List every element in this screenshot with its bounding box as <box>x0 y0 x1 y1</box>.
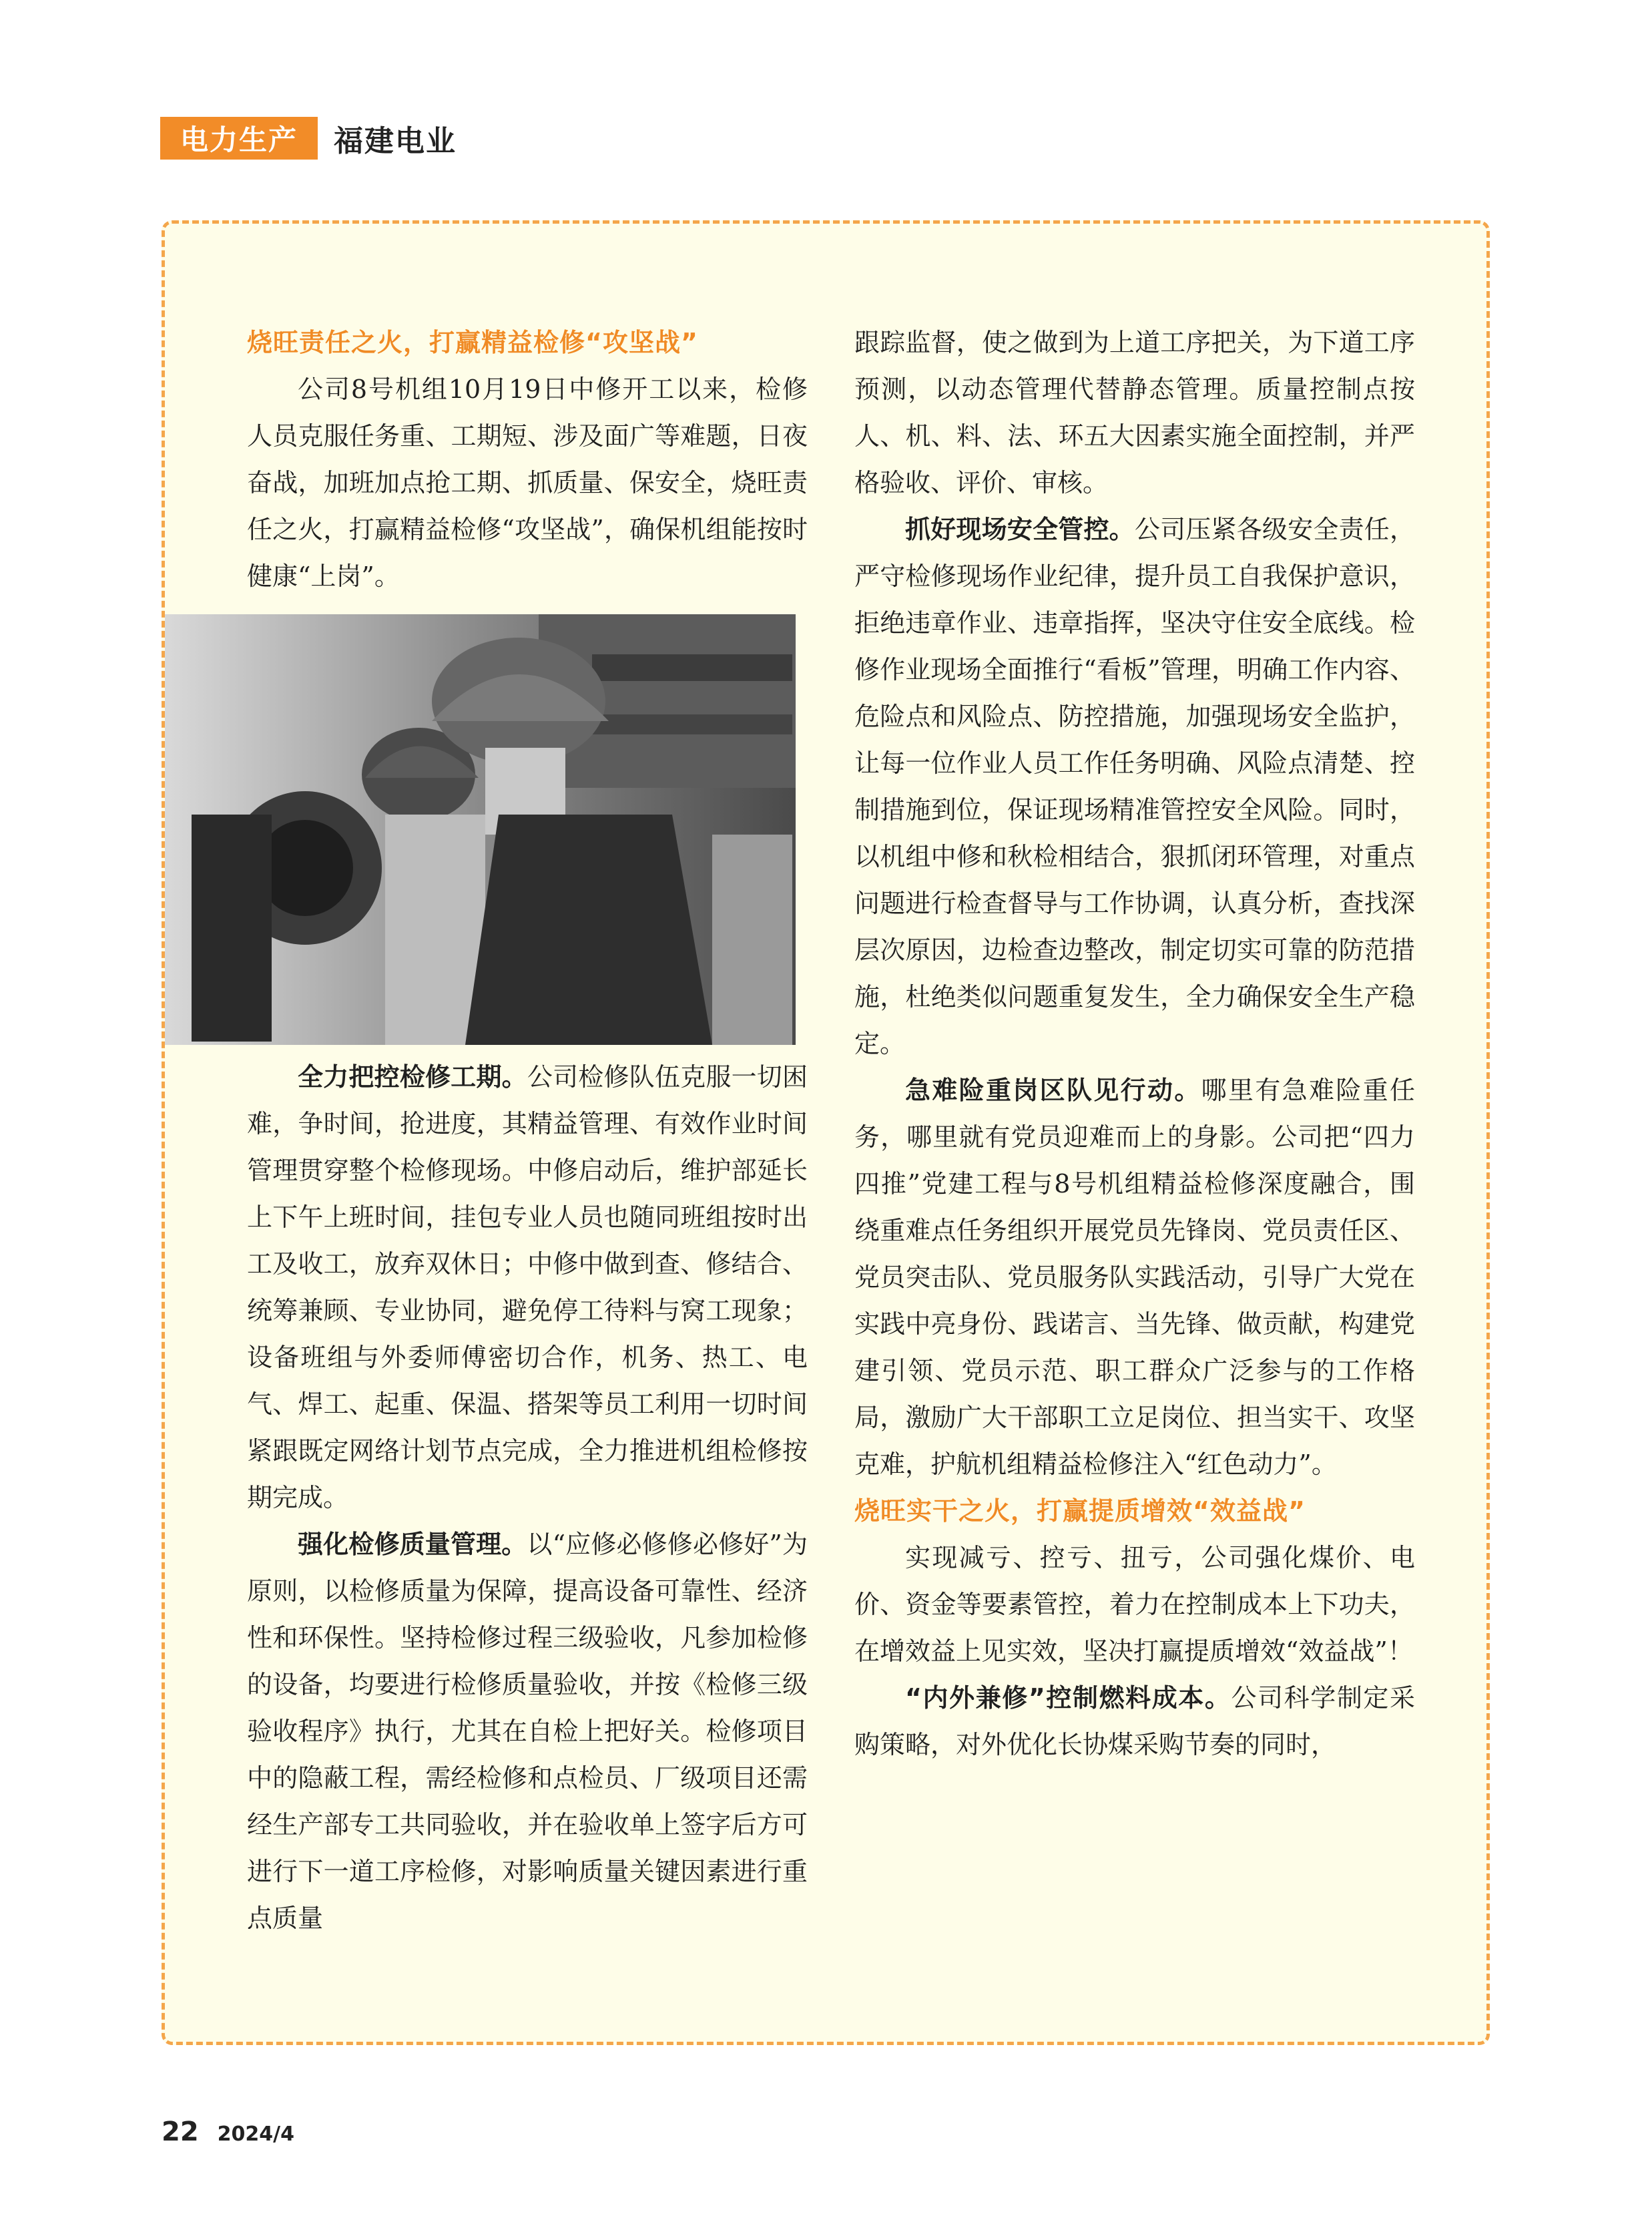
left-column-top <box>247 319 808 600</box>
left-column-bottom <box>247 1054 808 1942</box>
paragraph-quality-cont: 跟踪监督，使之做到为上道工序把关，为下道工序预测，以动态管理代替静态管理。质量控制点按人、机、料、法、环五大因素实施全面控制，并严格验收、评价、审核。 <box>854 328 1415 497</box>
paragraph-fuel-cost: “内外兼修”控制燃料成本。公司科学制定采购策略，对外优化长协煤采购节奏的同时， <box>854 1683 1415 1759</box>
section-title-2: 烧旺实干之火，打赢提质增效“效益战” <box>854 1496 1306 1526</box>
issue-date: 2024/4 <box>217 2123 294 2146</box>
page-number: 22 <box>162 2117 199 2147</box>
paragraph-efficiency: 实现减亏、控亏、扭亏，公司强化煤价、电价、资金等要素管控，着力在控制成本上下功夫，在增效益上见实效，坚决打赢提质增效“效益战”！ <box>854 1543 1415 1666</box>
paragraph-party: 急难险重岗区队见行动。哪里有急难险重任务，哪里就有党员迎难而上的身影。公司把“四力四推”党建工程与8号机组精益检修深度融合，围绕重难点任务组织开展党员先锋岗、党员责任区、党员突击队、党员服务队实践活动，引导广大党在实践中亮身份、践诺言、当先锋、做贡献，构建党建引领、党员示范、职工群众广泛参与的工作格局，激励广大干部职工立足岗位、担当实干、攻坚克难，护航机组精益检修注入“红色动力”。 <box>854 1076 1415 1479</box>
page-header <box>160 117 457 160</box>
workers-photo-icon <box>165 614 796 1045</box>
section-title-1: 烧旺责任之火，打赢精益检修“攻坚战” <box>247 328 698 357</box>
paragraph-quality: 强化检修质量管理。以“应修必修修必修好”为原则，以检修质量为保障，提高设备可靠性、经济性和环保性。坚持检修过程三级验收，凡参加检修的设备，均要进行检修质量验收，并按《检修三级验收程序》执行，尤其在自检上把好关。检修项目中的隐蔽工程，需经检修和点检员、厂级项目还需经生产部专工共同验收，并在验收单上签字后方可进行下一道工序检修，对影响质量关键因素进行重点质量 <box>247 1530 808 1933</box>
right-column <box>854 319 1415 1768</box>
page-footer <box>162 2117 294 2147</box>
workers-photo <box>165 614 796 1045</box>
paragraph-schedule: 全力把控检修工期。公司检修队伍克服一切困难，争时间，抢进度，其精益管理、有效作业时间管理贯穿整个检修现场。中修启动后，维护部延长上下午上班时间，挂包专业人员也随同班组按时出工及收工，放弃双休日；中修中做到查、修结合、统筹兼顾、专业协同，避免停工待料与窝工现象；设备班组与外委师傅密切合作，机务、热工、电气、焊工、起重、保温、搭架等员工利用一切时间紧跟既定网络计划节点完成，全力推进机组检修按期完成。 <box>247 1062 808 1512</box>
paragraph-intro: 公司8号机组10月19日中修开工以来，检修人员克服任务重、工期短、涉及面广等难题，日夜奋战，加班加点抢工期、抓质量、保安全，烧旺责任之火，打赢精益检修“攻坚战”，确保机组能按时健康“上岗”。 <box>247 375 808 591</box>
paragraph-safety: 抓好现场安全管控。公司压紧各级安全责任，严守检修现场作业纪律，提升员工自我保护意识，拒绝违章作业、违章指挥，坚决守住安全底线。检修作业现场全面推行“看板”管理，明确工作内容、危险点和风险点、防控措施，加强现场安全监护，让每一位作业人员工作任务明确、风险点清楚、控制措施到位，保证现场精准管控安全风险。同时，以机组中修和秋检相结合，狠抓闭环管理，对重点问题进行检查督导与工作协调，认真分析，查找深层次原因，边检查边整改，制定切实可靠的防范措施，杜绝类似问题重复发生，全力确保安全生产稳定。 <box>854 515 1415 1058</box>
section-tag: 电力生产 <box>160 117 318 160</box>
magazine-name: 福建电业 <box>334 124 457 158</box>
